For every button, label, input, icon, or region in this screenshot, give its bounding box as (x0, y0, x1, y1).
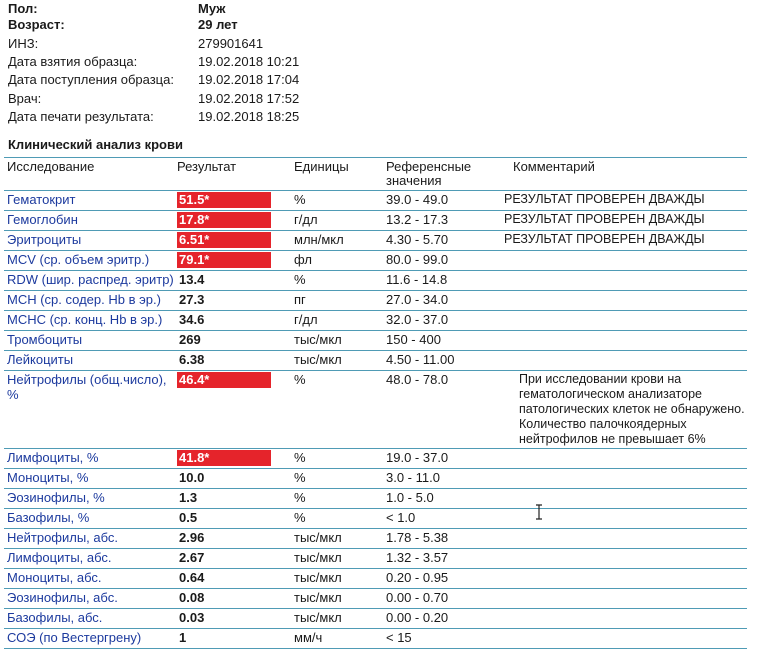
test-name: СОЭ (по Вестергрену) (4, 629, 174, 649)
result-cell (174, 589, 291, 609)
result-value: 1.3 (179, 490, 198, 505)
units-cell: % (291, 449, 383, 469)
test-name: Гематокрит (4, 191, 174, 211)
comment-cell (501, 629, 747, 649)
test-name: Моноциты, абс. (4, 569, 174, 589)
test-name: Нейтрофилы (общ.число), % (4, 371, 174, 449)
col-header-test: Исследование (4, 158, 174, 191)
doctor-value: 19.02.2018 17:52 (198, 91, 300, 106)
reference-cell: 3.0 - 11.0 (383, 469, 501, 489)
reference-cell: < 15 (383, 629, 501, 649)
reference-cell: 13.2 - 17.3 (383, 211, 501, 231)
test-name: Моноциты, % (4, 469, 174, 489)
abnormal-result-value: 41.8* (177, 450, 271, 466)
units-cell: тыс/мкл (291, 351, 383, 371)
reference-cell: 32.0 - 37.0 (383, 311, 501, 331)
reference-cell: 1.0 - 5.0 (383, 489, 501, 509)
reference-cell: 27.0 - 34.0 (383, 291, 501, 311)
reference-cell: 4.50 - 11.00 (383, 351, 501, 371)
result-cell (174, 231, 291, 251)
inz-value: 279901641 (198, 36, 264, 51)
reference-cell: 11.6 - 14.8 (383, 271, 501, 291)
table-row (4, 609, 747, 629)
col-header-reference: Референсные значения (383, 158, 501, 191)
units-cell: % (291, 191, 383, 211)
result-cell (174, 449, 291, 469)
table-row (4, 489, 747, 509)
abnormal-result-value: 46.4* (177, 372, 271, 388)
results-table (4, 157, 747, 649)
abnormal-result-value: 79.1* (177, 252, 271, 268)
reference-cell: 1.32 - 3.57 (383, 549, 501, 569)
table-row (4, 231, 747, 251)
result-value: 2.67 (179, 550, 205, 565)
units-cell: тыс/мкл (291, 549, 383, 569)
abnormal-result-value: 6.51* (177, 232, 271, 248)
table-row (4, 351, 747, 371)
table-row (4, 469, 747, 489)
result-value: 0.08 (179, 590, 205, 605)
result-cell (174, 211, 291, 231)
sample-taken-value: 19.02.2018 10:21 (198, 54, 300, 69)
abnormal-result-value: 51.5* (177, 192, 271, 208)
sex-label: Пол: (8, 1, 38, 16)
result-value: 2.96 (179, 530, 205, 545)
comment-cell (501, 351, 747, 371)
comment-cell (501, 609, 747, 629)
test-name: Тромбоциты (4, 331, 174, 351)
table-row (4, 291, 747, 311)
table-row (4, 371, 747, 449)
result-value: 27.3 (179, 292, 205, 307)
result-value: 0.5 (179, 510, 198, 525)
result-cell (174, 509, 291, 529)
reference-cell: 150 - 400 (383, 331, 501, 351)
test-name: Лимфоциты, абс. (4, 549, 174, 569)
reference-cell: 19.0 - 37.0 (383, 449, 501, 469)
units-cell: фл (291, 251, 383, 271)
test-name: Гемоглобин (4, 211, 174, 231)
test-name: Лейкоциты (4, 351, 174, 371)
test-name: Нейтрофилы, абс. (4, 529, 174, 549)
result-value: 34.6 (179, 312, 205, 327)
comment-cell (501, 251, 747, 271)
units-cell: % (291, 469, 383, 489)
result-cell (174, 331, 291, 351)
units-cell: тыс/мкл (291, 589, 383, 609)
table-row (4, 629, 747, 649)
sample-received-label: Дата поступления образца: (8, 72, 174, 87)
units-cell: % (291, 509, 383, 529)
table-row (4, 509, 747, 529)
result-cell (174, 311, 291, 331)
reference-cell: 1.78 - 5.38 (383, 529, 501, 549)
reference-cell: < 1.0 (383, 509, 501, 529)
result-value: 13.4 (179, 272, 205, 287)
table-row (4, 449, 747, 469)
result-cell (174, 469, 291, 489)
comment-cell (501, 589, 747, 609)
comment-cell: При исследовании крови на гематологическом анализаторе патологических клеток не обнаружено. Количество палочкоядерных нейтрофилов не превышает 6% (501, 371, 747, 449)
reference-cell: 80.0 - 99.0 (383, 251, 501, 271)
comment-cell: РЕЗУЛЬТАТ ПРОВЕРЕН ДВАЖДЫ (501, 191, 747, 211)
test-name: MCH (ср. содер. Hb в эр.) (4, 291, 174, 311)
units-cell: % (291, 489, 383, 509)
test-name: MCV (ср. объем эритр.) (4, 251, 174, 271)
result-cell (174, 191, 291, 211)
test-name: RDW (шир. распред. эритр) (4, 271, 174, 291)
result-cell (174, 569, 291, 589)
sample-received-value: 19.02.2018 17:04 (198, 72, 300, 87)
table-row (4, 589, 747, 609)
comment-cell: РЕЗУЛЬТАТ ПРОВЕРЕН ДВАЖДЫ (501, 231, 747, 251)
units-cell: % (291, 371, 383, 449)
comment-cell (501, 529, 747, 549)
comment-cell (501, 311, 747, 331)
result-value: 10.0 (179, 470, 205, 485)
reference-cell: 4.30 - 5.70 (383, 231, 501, 251)
table-row (4, 251, 747, 271)
table-row (4, 211, 747, 231)
units-cell: тыс/мкл (291, 331, 383, 351)
result-cell (174, 371, 291, 449)
comment-cell (501, 449, 747, 469)
result-value: 269 (179, 332, 201, 347)
result-cell (174, 629, 291, 649)
reference-cell: 39.0 - 49.0 (383, 191, 501, 211)
print-date-label: Дата печати результата: (8, 109, 154, 124)
comment-cell (501, 569, 747, 589)
units-cell: г/дл (291, 211, 383, 231)
table-row (4, 331, 747, 351)
test-name: Базофилы, абс. (4, 609, 174, 629)
table-row (4, 549, 747, 569)
result-value: 0.64 (179, 570, 205, 585)
units-cell: тыс/мкл (291, 609, 383, 629)
units-cell: г/дл (291, 311, 383, 331)
result-cell (174, 529, 291, 549)
section-title: Клинический анализ крови (8, 137, 183, 152)
comment-cell: РЕЗУЛЬТАТ ПРОВЕРЕН ДВАЖДЫ (501, 211, 747, 231)
comment-cell (501, 331, 747, 351)
age-label: Возраст: (8, 17, 65, 32)
reference-cell: 0.00 - 0.20 (383, 609, 501, 629)
result-value: 0.03 (179, 610, 205, 625)
result-cell (174, 489, 291, 509)
units-cell: тыс/мкл (291, 529, 383, 549)
units-cell: мм/ч (291, 629, 383, 649)
reference-cell: 0.20 - 0.95 (383, 569, 501, 589)
comment-cell (501, 291, 747, 311)
abnormal-result-value: 17.8* (177, 212, 271, 228)
table-row (4, 569, 747, 589)
reference-cell: 48.0 - 78.0 (383, 371, 501, 449)
result-cell (174, 549, 291, 569)
result-value: 1 (179, 630, 187, 645)
table-row (4, 311, 747, 331)
sample-taken-label: Дата взятия образца: (8, 54, 138, 69)
table-row (4, 191, 747, 211)
col-header-result: Результат (174, 158, 291, 191)
doctor-label: Врач: (8, 91, 42, 106)
test-name: MCHC (ср. конц. Hb в эр.) (4, 311, 174, 331)
reference-cell: 0.00 - 0.70 (383, 589, 501, 609)
print-date-value: 19.02.2018 18:25 (198, 109, 300, 124)
result-cell (174, 251, 291, 271)
comment-cell (501, 271, 747, 291)
test-name: Эозинофилы, % (4, 489, 174, 509)
col-header-units: Единицы (291, 158, 383, 191)
table-row (4, 529, 747, 549)
units-cell: % (291, 271, 383, 291)
table-row (4, 271, 747, 291)
result-cell (174, 609, 291, 629)
test-name: Эритроциты (4, 231, 174, 251)
test-name: Базофилы, % (4, 509, 174, 529)
comment-cell (501, 549, 747, 569)
units-cell: тыс/мкл (291, 569, 383, 589)
sex-value: Муж (198, 1, 226, 16)
table-header (4, 158, 747, 191)
inz-label: ИНЗ: (8, 36, 39, 51)
age-value: 29 лет (198, 17, 238, 32)
result-value: 6.38 (179, 352, 205, 367)
comment-cell (501, 469, 747, 489)
text-cursor-icon (535, 504, 543, 520)
test-name: Лимфоциты, % (4, 449, 174, 469)
result-cell (174, 291, 291, 311)
col-header-comment: Комментарий (501, 158, 747, 191)
units-cell: млн/мкл (291, 231, 383, 251)
test-name: Эозинофилы, абс. (4, 589, 174, 609)
result-cell (174, 351, 291, 371)
result-cell (174, 271, 291, 291)
units-cell: пг (291, 291, 383, 311)
